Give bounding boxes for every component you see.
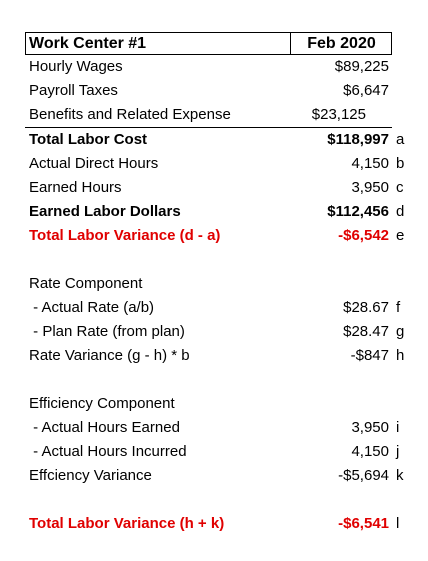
row-label: Total Labor Variance (h + k) [29,515,225,532]
rate-component-heading [25,272,415,296]
row-ref: d [396,203,405,220]
row-ref: g [396,323,405,340]
row-ref: a [396,131,405,148]
row-actual-rate [25,296,415,320]
labor-variance-sheet [25,32,415,536]
section-title: Efficiency Component [29,395,175,412]
row-total-labor-variance-check [25,512,415,536]
row-value: $28.47 [343,323,389,340]
row-value: 4,150 [351,443,389,460]
row-value: $112,456 [327,203,389,220]
row-label: Earned Labor Dollars [29,203,181,220]
row-value: -$6,541 [338,515,389,532]
row-ref: k [396,467,404,484]
row-ref: f [396,299,401,316]
row-ref: l [396,515,400,532]
row-plan-rate [25,320,415,344]
row-total-labor-variance [25,224,415,248]
section-title: Rate Component [29,275,143,292]
row-value: 4,150 [351,155,389,172]
row-ref: h [396,347,405,364]
row-rate-variance [25,344,415,368]
row-label: - Plan Rate (from plan) [29,323,185,340]
row-label: Effciency Variance [29,467,152,484]
row-value: 3,950 [351,179,389,196]
row-label: - Actual Hours Earned [29,419,180,436]
row-earned-hours [25,176,415,200]
spacer [25,488,415,512]
row-value: -$6,542 [338,227,389,244]
row-value: $28.67 [343,299,389,316]
row-ref: e [396,227,405,244]
row-label: Earned Hours [29,179,122,196]
row-label: - Actual Hours Incurred [29,443,187,460]
row-earned-labor-dollars [25,200,415,224]
row-value: 3,950 [351,419,389,436]
spacer [25,368,415,392]
row-actual-hours-incurred [25,440,415,464]
row-value: $23,125 [311,106,366,123]
row-actual-hours-earned [25,416,415,440]
row-efficiency-variance [25,464,415,488]
row-value: -$847 [350,347,389,364]
row-ref: c [396,179,404,196]
row-benefits [25,103,392,128]
row-label: Total Labor Variance (d - a) [29,227,221,244]
row-hourly-wages [25,55,415,79]
row-value: -$5,694 [338,467,389,484]
efficiency-component-heading [25,392,415,416]
row-ref: j [396,443,400,460]
row-label: Actual Direct Hours [29,155,159,172]
row-label: - Actual Rate (a/b) [29,299,155,316]
row-total-labor-cost [25,128,415,152]
row-ref: i [396,419,400,436]
spacer [25,248,415,272]
row-value: $6,647 [343,82,389,99]
work-center-title: Work Center #1 [29,35,147,52]
row-label: Benefits and Related Expense [29,106,231,123]
period-label: Feb 2020 [290,33,392,54]
row-ref: b [396,155,405,172]
row-label: Total Labor Cost [29,131,148,148]
row-value: $118,997 [327,131,389,148]
row-value: $89,225 [334,58,389,75]
row-label: Rate Variance (g - h) * b [29,347,190,364]
row-payroll-taxes [25,79,415,103]
row-label: Hourly Wages [29,58,123,75]
sheet-header [25,32,392,55]
row-label: Payroll Taxes [29,82,118,99]
row-actual-direct-hours [25,152,415,176]
